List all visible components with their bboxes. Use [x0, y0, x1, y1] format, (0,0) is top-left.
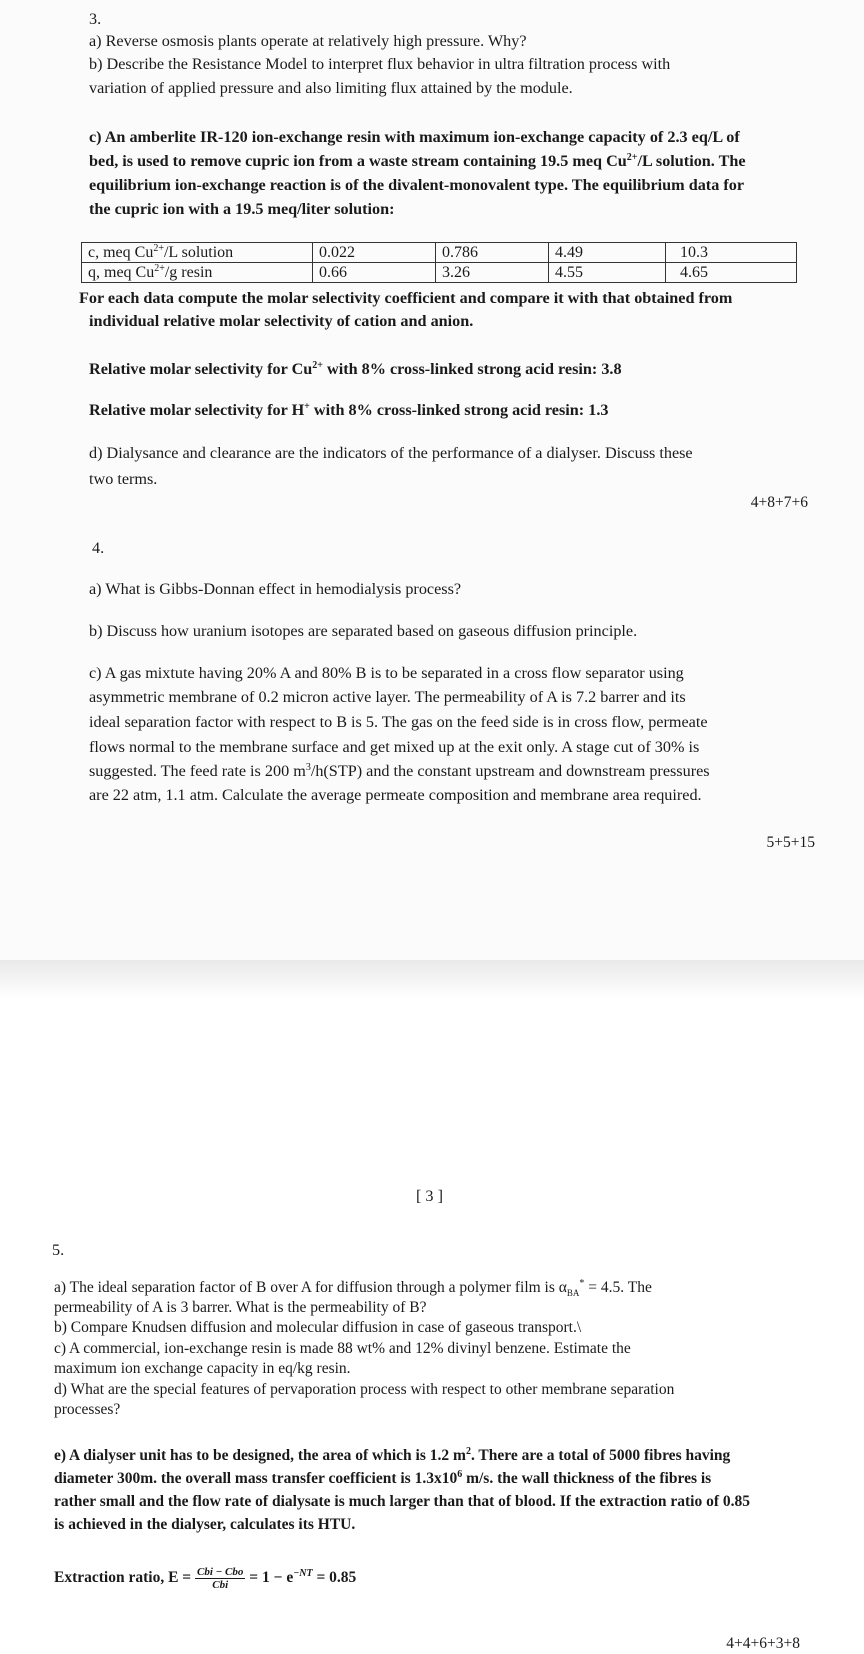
q5-part-e-line1: e) A dialyser unit has to be designed, the area of which is 1.2 $m^2$. There are a total of 5000 fibres having	[54, 1446, 731, 1464]
q5-part-e-line4: is achieved in the dialyser, calculates its HTU.	[54, 1516, 356, 1533]
table-row-label: c, meq $Cu^{2+}/L$ solution	[82, 243, 313, 263]
q3-part-c-line6: individual relative molar selectivity of cation and anion.	[89, 312, 474, 330]
table-cell: 4.65	[666, 263, 797, 283]
page-divider	[0, 960, 864, 998]
q5-marks: 4+4+6+3+8	[726, 1635, 800, 1652]
q3-part-b-line2: variation of applied pressure and also limiting flux attained by the module.	[89, 79, 573, 97]
q4-part-c-line6: are 22 atm, 1.1 atm. Calculate the average permeate composition and membrane area required.	[89, 786, 702, 804]
q4-part-a: a) What is Gibbs-Donnan effect in hemodialysis process?	[89, 580, 462, 598]
q3-part-d-line2: two terms.	[89, 470, 158, 488]
q3-part-a: a) Reverse osmosis plants operate at relatively high pressure. Why?	[89, 32, 527, 50]
equilibrium-data-table	[81, 242, 797, 283]
q3-part-b-line1: b) Describe the Resistance Model to interpret flux behavior in ultra filtration process with	[89, 55, 671, 73]
q5-part-b: b) Compare Knudsen diffusion and molecular diffusion in case of gaseous transport.\	[54, 1319, 582, 1336]
extraction-ratio-formula: Extraction ratio, E = $\frac{\text{Cbi − Cbo}}{\text{Cbi}}$ = $1 - e^{-NT} = 0.85$	[54, 1566, 357, 1591]
q4-part-c-line1: c) A gas mixtute having 20% A and 80% B is to be separated in a cross flow separator using	[89, 664, 684, 682]
table-row	[82, 243, 797, 263]
formula-fraction: $\frac{\text{Cbi − Cbo}}{\text{Cbi}}$	[197, 1566, 244, 1591]
question-3-number: 3.	[89, 10, 102, 28]
q5-part-d-line1: d) What are the special features of pervaporation process with respect to other membrane separation	[54, 1381, 675, 1398]
q4-part-c-line3: ideal separation factor with respect to B is 5. The gas on the feed side is in cross flow, permeate	[89, 713, 708, 731]
table-cell: 10.3	[666, 243, 797, 263]
q3-part-c-line3: equilibrium ion-exchange reaction is of the divalent-monovalent type. The equilibrium data for	[89, 176, 745, 194]
q5-part-c-line2: maximum ion exchange capacity in eq/kg resin.	[54, 1360, 351, 1377]
table-row	[82, 263, 797, 283]
q3-part-c-line5: For each data compute the molar selectivity coefficient and compare it with that obtained from	[79, 289, 733, 307]
q3-part-c-line2: bed, is used to remove cupric ion from a waste stream containing 19.5 meq $Cu^{2+}/L$ solution. The	[89, 152, 746, 170]
q3-part-c-line4: the cupric ion with a 19.5 meq/liter solution:	[89, 200, 395, 218]
table-row-label: q, meq $Cu^{2+}/g$ resin	[82, 263, 313, 283]
question-4-number: 4.	[92, 539, 105, 557]
q5-part-a-line2: permeability of A is 3 barrer. What is the permeability of B?	[54, 1299, 427, 1316]
q4-part-b: b) Discuss how uranium isotopes are separated based on gaseous diffusion principle.	[89, 622, 638, 640]
q4-part-c-line2: asymmetric membrane of 0.2 micron active layer. The permeability of A is 7.2 barrer and its	[89, 688, 686, 706]
table-cell: 0.022	[313, 243, 436, 263]
q5-part-a-line1: a) The ideal separation factor of B over A for diffusion through a polymer film is $\alpha_{BA}^* = 4.5$. The	[54, 1278, 652, 1299]
q4-part-c-line5: suggested. The feed rate is 200 $m^3/h(STP)$ and the constant upstream and downstream pressures	[89, 762, 710, 780]
q3-part-d-line1: d) Dialysance and clearance are the indicators of the performance of a dialyser. Discuss these	[89, 444, 693, 462]
q3-part-c-line1: c) An amberlite IR-120 ion-exchange resin with maximum ion-exchange capacity of 2.3 eq/L of	[89, 128, 740, 146]
question-5-number: 5.	[52, 1241, 65, 1259]
h-selectivity: Relative molar selectivity for H+ with 8% cross-linked strong acid resin: 1.3	[89, 401, 609, 419]
q4-part-c-line4: flows normal to the membrane surface and get mixed up at the exit only. A stage cut of 30% is	[89, 738, 700, 756]
table-cell: 3.26	[436, 263, 549, 283]
page-number: [ 3 ]	[416, 1187, 443, 1205]
table-cell: 4.55	[549, 263, 666, 283]
exam-page-bottom	[0, 998, 864, 1652]
q3-marks: 4+8+7+6	[750, 494, 808, 511]
q5-part-e-line2: diameter 300m. the overall mass transfer coefficient is $1.3x10^6$ m/s. the wall thickness of the fibres is	[54, 1469, 712, 1487]
table-cell: 4.49	[549, 243, 666, 263]
q4-marks: 5+5+15	[766, 834, 815, 851]
cu-selectivity: Relative molar selectivity for $Cu^{2+}$ with 8% cross-linked strong acid resin: 3.8	[89, 360, 622, 378]
q5-part-c-line1: c) A commercial, ion-exchange resin is made 88 wt% and 12% divinyl benzene. Estimate the	[54, 1340, 631, 1357]
q5-part-d-line2: processes?	[54, 1401, 121, 1418]
q5-part-e-line3: rather small and the flow rate of dialysate is much larger than that of blood. If the extraction ratio of 0.85	[54, 1493, 750, 1510]
table-cell: 0.786	[436, 243, 549, 263]
table-cell: 0.66	[313, 263, 436, 283]
